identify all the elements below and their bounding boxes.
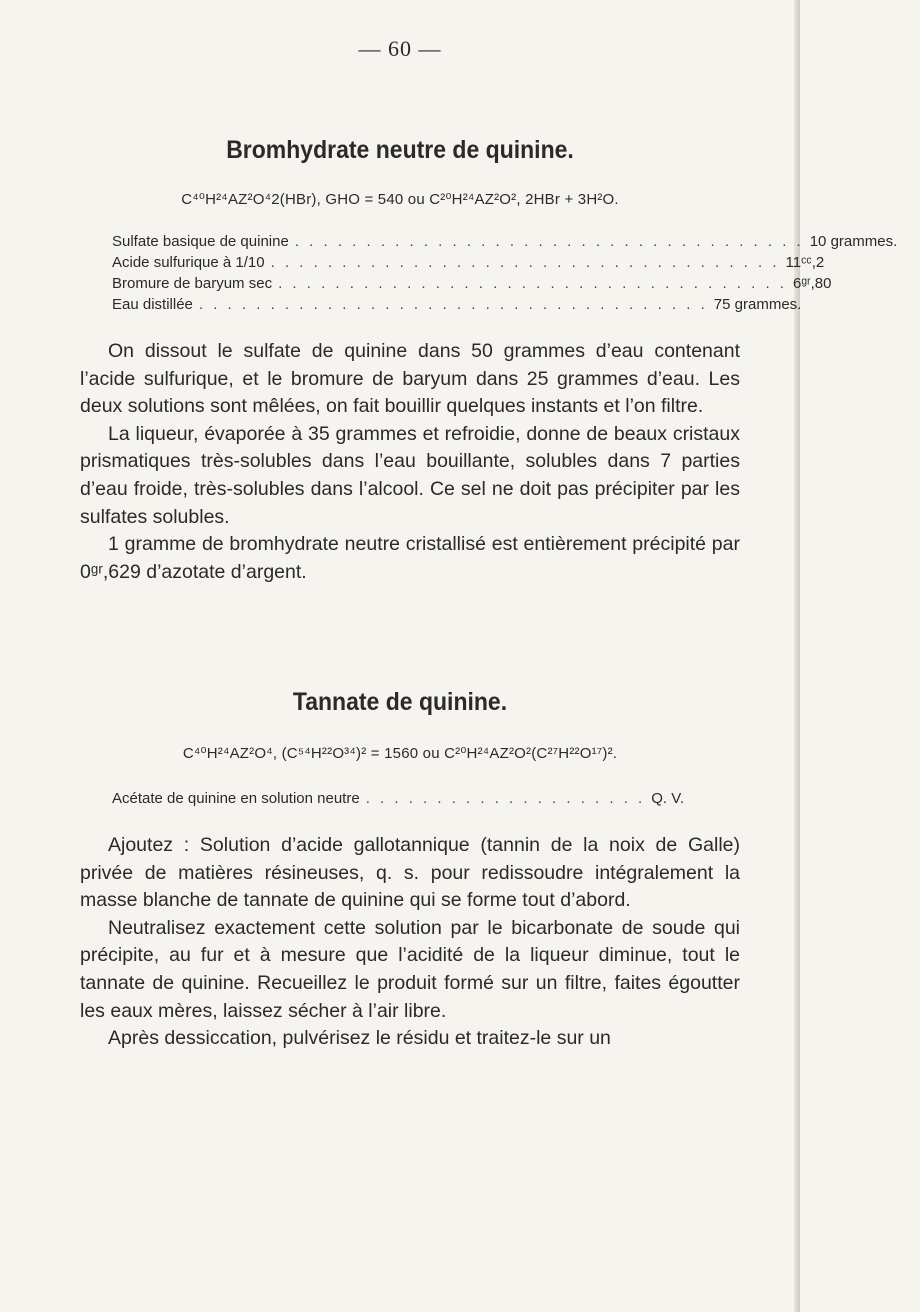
- ingredient-label: Sulfate basique de quinine: [112, 233, 289, 250]
- section-title-bromhydrate: Bromhydrate neutre de quinine.: [226, 136, 574, 164]
- leader-dots: . . . . . . . . . . . . . . . . . . . . . . . . . . . . . . . . . . . .: [270, 254, 780, 271]
- recipe-row: [112, 233, 898, 254]
- paragraph: 1 gramme de bromhydrate neutre cristallisé est entièrement précipité par 0ᵍʳ,629 d’azotate d’argent.: [80, 533, 740, 583]
- ingredient-label: Bromure de baryum sec: [112, 275, 273, 292]
- ingredient-quantity: 10 grammes.: [809, 233, 898, 250]
- ingredient-label: Acétate de quinine en solution neutre: [112, 790, 360, 807]
- recipe-list-tannate: [112, 790, 712, 811]
- ingredient-label: Acide sulfurique à 1/10: [112, 254, 265, 271]
- section-title-tannate: Tannate de quinine.: [292, 688, 508, 716]
- ingredient-quantity: 75 grammes.: [713, 296, 802, 313]
- paragraph: On dissout le sulfate de quinine dans 50 grammes d’eau contenant l’acide sulfurique, et le bromure de baryum dans 25 grammes d’eau. Les deux solutions sont mêlées, on fait bouillir quelques instants et l’on filtre.: [80, 340, 740, 418]
- paragraph: Ajoutez : Solution d’acide gallotannique (tannin de la noix de Galle) privée de matières résineuses, q. s. pour redissoudre intégralement la masse blanche de tannate de quinine qui se forme tout d’abord.: [80, 834, 740, 912]
- paragraph: Après dessiccation, pulvérisez le résidu et traitez-le sur un: [108, 1027, 611, 1050]
- ingredient-label: Eau distillée: [112, 296, 193, 313]
- chemical-formula-bromhydrate: C⁴⁰H²⁴AZ²O⁴2(HBr), GHO = 540 ou C²⁰H²⁴AZ²O², 2HBr + 3H²O.: [181, 191, 619, 208]
- leader-dots: . . . . . . . . . . . . . . . . . . . . . . . . . . . . . . . . . . . .: [294, 233, 804, 250]
- ingredient-quantity: 6ᵍʳ,80: [792, 275, 832, 292]
- recipe-row: [112, 790, 712, 811]
- chemical-formula-tannate: C⁴⁰H²⁴AZ²O⁴, (C⁵⁴H²²O³⁴)² = 1560 ou C²⁰H²⁴AZ²O²(C²⁷H²²O¹⁷)².: [182, 745, 618, 762]
- leader-dots: . . . . . . . . . . . . . . . . . . . . . . . . . . . . . . . . . . . .: [198, 296, 708, 313]
- recipe-row: [112, 296, 802, 317]
- recipe-row: [112, 275, 832, 296]
- leader-dots: . . . . . . . . . . . . . . . . . . . .: [365, 790, 646, 807]
- leader-dots: . . . . . . . . . . . . . . . . . . . . . . . . . . . . . . . . . . . .: [278, 275, 787, 292]
- body-text-tannate: [80, 832, 740, 1053]
- recipe-list-bromhydrate: [112, 233, 898, 317]
- ingredient-quantity: Q. V.: [651, 790, 685, 807]
- recipe-row: [112, 254, 825, 275]
- ingredient-quantity: 11ᶜᶜ,2: [785, 254, 825, 271]
- page-number: — 60 —: [358, 36, 442, 61]
- body-text-bromhydrate: [80, 338, 740, 586]
- paragraph: La liqueur, évaporée à 35 grammes et refroidie, donne de beaux cristaux prismatiques très-solubles dans l’eau bouillante, solubles dans 7 parties d’eau froide, très-solubles dans l’alcool. Ce sel ne doit pas précipiter par les sulfates solubles.: [80, 422, 740, 528]
- paragraph: Neutralisez exactement cette solution par le bicarbonate de soude qui précipite, au fur et à mesure que l’acidité de la liqueur diminue, tout le tannate de quinine. Recueillez le produit formé sur un filtre, faites égoutter les eaux mères, laissez sécher à l’air libre.: [80, 916, 740, 1022]
